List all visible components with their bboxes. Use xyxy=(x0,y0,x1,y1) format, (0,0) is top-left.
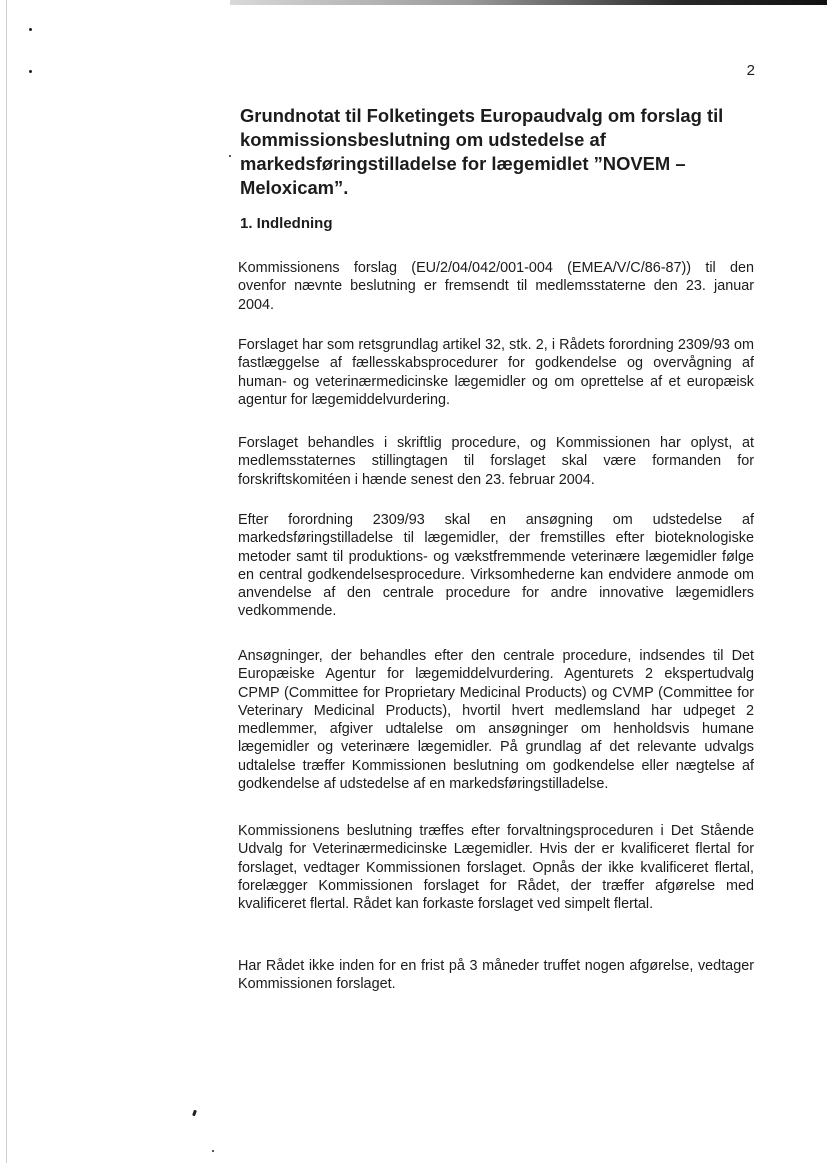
scan-speck xyxy=(212,1150,214,1152)
document-title: Grundnotat til Folketingets Europaudvalg om forslag til kommissionsbeslutning om udstedelse af markedsføringstilladelse for lægemidlet ”NOVEM – Meloxicam”. xyxy=(240,105,724,198)
scan-speck xyxy=(192,1110,197,1117)
scan-speck xyxy=(29,70,32,73)
paragraph-7: Har Rådet ikke inden for en frist på 3 måneder truffet nogen afgørelse, vedtager Kommissionen forslaget. xyxy=(238,958,754,993)
scan-speck xyxy=(229,155,231,157)
paragraph-3: Forslaget behandles i skriftlig procedure, og Kommissionen har oplyst, at medlemsstaternes stillingtagen til forslaget skal være formanden for forskriftskomitéen i hænde senest den 23. februar 2004. xyxy=(238,435,754,488)
scan-edge-top xyxy=(230,0,827,5)
paragraph-4: Efter forordning 2309/93 skal en ansøgning om udstedelse af markedsføringstilladelse til lægemidler, der fremstilles efter bioteknologiske metoder samt til produktions- og vækstfremmende veterinære lægemidler følge en central godkendelsesprocedure. Virksomhederne kan endvidere anmode om anvendelse af den centrale procedure for andre innovative lægemidlers vedkommende. xyxy=(238,512,754,620)
paragraph-6: Kommissionens beslutning træffes efter forvaltningsproceduren i Det Stående Udvalg for Veterinærmedicinske Lægemidler. Hvis der er kvalificeret flertal for forslaget, vedtager Kommissionen forslaget. Opnås der ikke kvalificeret flertal, forelægger Kommissionen forslaget for Rådet, der træffer afgørelse med kvalificeret flertal. Rådet kan forkaste forslaget ved simpelt flertal. xyxy=(238,823,754,913)
paragraph-2: Forslaget har som retsgrundlag artikel 32, stk. 2, i Rådets forordning 2309/93 om fastlæggelse af fællesskabsprocedurer for godkendelse og overvågning af human- og veterinærmedicinske lægemidler og om oprettelse af et europæisk agentur for lægemiddelvurdering. xyxy=(238,337,754,408)
paragraph-1: Kommissionens forslag (EU/2/04/042/001-004 (EMEA/V/C/86-87)) til den ovenfor nævnte beslutning er fremsendt til medlemsstaterne den 23. januar 2004. xyxy=(238,260,754,313)
page-number: 2 xyxy=(746,62,755,79)
paragraph-5: Ansøgninger, der behandles efter den centrale procedure, indsendes til Det Europæiske Agentur for lægemiddelvurdering. Agenturets 2 ekspertudvalg CPMP (Committee for Proprietary Medicinal Products) og CVMP (Committee for Veterinary Medicinal Products), hvortil hvert medlemsland har udpeget 2 medlemmer, afgiver udtalelse om ansøgninger om henholdsvis humane lægemidler og veterinære lægemidler. På grundlag af det relevante udvalgs udtalelse træffer Kommissionen beslutning om godkendelse eller nægtelse af godkendelse af udstedelse af en markedsføringstilladelse. xyxy=(238,648,754,793)
scan-edge-left xyxy=(6,0,7,1163)
section-heading: 1. Indledning xyxy=(240,215,333,232)
scan-speck xyxy=(29,28,32,31)
